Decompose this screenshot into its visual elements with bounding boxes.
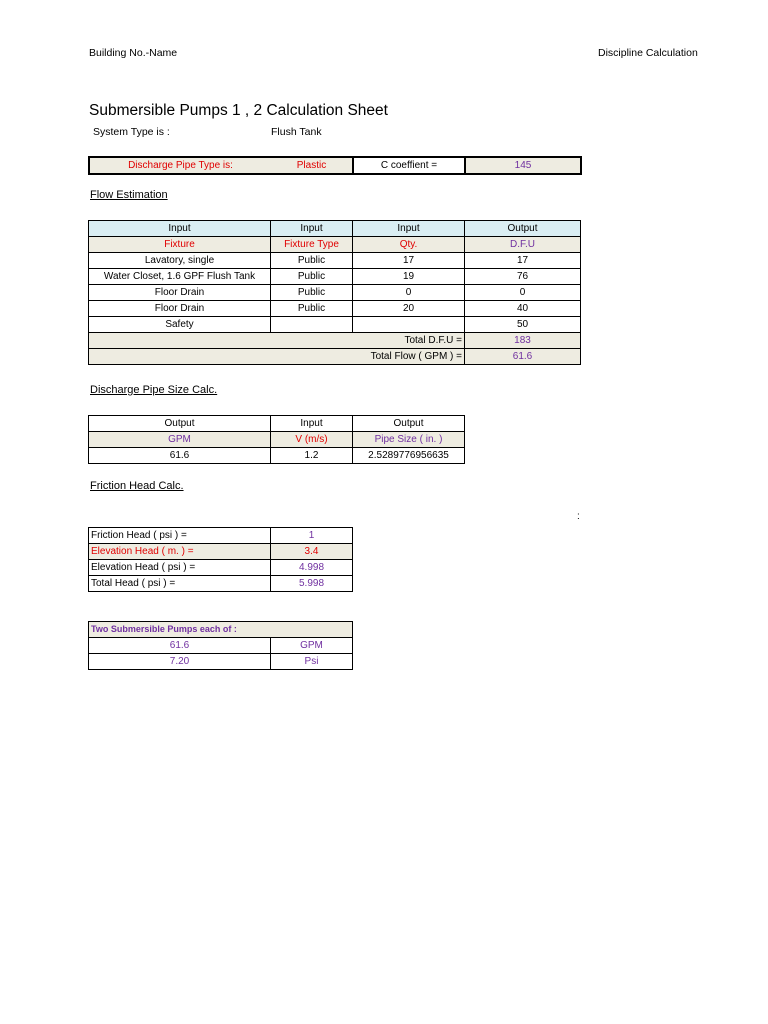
pipe-subheader-cell: Pipe Size ( in. ) xyxy=(353,432,465,448)
friction-head-table xyxy=(88,527,353,592)
dfu-cell: 40 xyxy=(465,301,581,317)
elevation-head-psi-value: 4.998 xyxy=(271,560,353,576)
fixture-type-cell: Public xyxy=(271,301,353,317)
page-title: Submersible Pumps 1 , 2 Calculation Sheet xyxy=(89,102,388,119)
pipe-subheader-row xyxy=(89,432,465,448)
fixture-cell: Safety xyxy=(89,317,271,333)
table-row xyxy=(89,448,465,464)
pump-head-value: 7.20 xyxy=(89,654,271,670)
c-coefficient-label: C coeffient = xyxy=(353,157,465,174)
flow-header-cell: Input xyxy=(271,221,353,237)
table-row xyxy=(89,528,353,544)
total-dfu-label: Total D.F.U = xyxy=(89,333,465,349)
flow-subheader-cell: Qty. xyxy=(353,237,465,253)
table-row xyxy=(89,576,353,592)
total-dfu-value: 183 xyxy=(465,333,581,349)
qty-cell: 20 xyxy=(353,301,465,317)
dfu-cell: 50 xyxy=(465,317,581,333)
table-row xyxy=(89,317,581,333)
friction-head-label: Friction Head ( psi ) = xyxy=(89,528,271,544)
dfu-cell: 76 xyxy=(465,269,581,285)
fixture-cell: Floor Drain xyxy=(89,301,271,317)
pipe-header-cell: Output xyxy=(89,416,271,432)
pipe-header-cell: Input xyxy=(271,416,353,432)
flow-subheader-cell: Fixture xyxy=(89,237,271,253)
table-row xyxy=(89,269,581,285)
table-row xyxy=(89,560,353,576)
elevation-head-m-value: 3.4 xyxy=(271,544,353,560)
elevation-head-m-label: Elevation Head ( m. ) = xyxy=(89,544,271,560)
velocity-cell: 1.2 xyxy=(271,448,353,464)
qty-cell: 17 xyxy=(353,253,465,269)
flow-subheader-cell: D.F.U xyxy=(465,237,581,253)
flow-header-cell: Input xyxy=(353,221,465,237)
pumps-heading-row xyxy=(89,622,353,638)
discharge-type-table xyxy=(88,156,582,175)
total-flow-row xyxy=(89,349,581,365)
gpm-cell: 61.6 xyxy=(89,448,271,464)
stray-colon: : xyxy=(577,511,580,522)
pump-head-unit: Psi xyxy=(271,654,353,670)
system-type-label: System Type is : xyxy=(93,126,170,138)
qty-cell: 19 xyxy=(353,269,465,285)
flow-estimation-heading: Flow Estimation xyxy=(90,189,168,201)
table-row xyxy=(89,544,353,560)
table-row xyxy=(89,638,353,654)
fixture-cell: Lavatory, single xyxy=(89,253,271,269)
system-type-value: Flush Tank xyxy=(271,126,322,138)
qty-cell xyxy=(353,317,465,333)
total-flow-label: Total Flow ( GPM ) = xyxy=(89,349,465,365)
fixture-type-cell: Public xyxy=(271,285,353,301)
total-dfu-row xyxy=(89,333,581,349)
pipe-subheader-cell: V (m/s) xyxy=(271,432,353,448)
fixture-type-cell xyxy=(271,317,353,333)
pipe-size-heading: Discharge Pipe Size Calc. xyxy=(90,384,218,396)
flow-header-cell: Input xyxy=(89,221,271,237)
pipe-header-cell: Output xyxy=(353,416,465,432)
total-flow-value: 61.6 xyxy=(465,349,581,365)
discharge-type-value: Plastic xyxy=(271,157,353,174)
friction-head-value: 1 xyxy=(271,528,353,544)
table-row xyxy=(89,253,581,269)
header-discipline: Discipline Calculation xyxy=(598,47,698,59)
flow-header-cell: Output xyxy=(465,221,581,237)
fixture-cell: Water Closet, 1.6 GPF Flush Tank xyxy=(89,269,271,285)
elevation-head-psi-label: Elevation Head ( psi ) = xyxy=(89,560,271,576)
c-coefficient-value: 145 xyxy=(465,157,581,174)
flow-estimation-table xyxy=(88,220,581,365)
table-row xyxy=(89,301,581,317)
flow-subheader-row xyxy=(89,237,581,253)
friction-head-heading: Friction Head Calc. xyxy=(90,480,184,492)
fixture-type-cell: Public xyxy=(271,253,353,269)
qty-cell: 0 xyxy=(353,285,465,301)
pumps-heading: Two Submersible Pumps each of : xyxy=(89,622,353,638)
table-row xyxy=(89,654,353,670)
pump-flow-unit: GPM xyxy=(271,638,353,654)
pipe-size-table xyxy=(88,415,465,464)
fixture-type-cell: Public xyxy=(271,269,353,285)
flow-header-row xyxy=(89,221,581,237)
pumps-summary-table xyxy=(88,621,353,670)
flow-subheader-cell: Fixture Type xyxy=(271,237,353,253)
header-building-name: Building No.-Name xyxy=(89,47,178,59)
pipe-header-row xyxy=(89,416,465,432)
dfu-cell: 0 xyxy=(465,285,581,301)
pump-flow-value: 61.6 xyxy=(89,638,271,654)
total-head-label: Total Head ( psi ) = xyxy=(89,576,271,592)
discharge-type-label: Discharge Pipe Type is: xyxy=(89,157,271,174)
pipe-subheader-cell: GPM xyxy=(89,432,271,448)
pipe-size-cell: 2.5289776956635 xyxy=(353,448,465,464)
table-row xyxy=(89,285,581,301)
discharge-type-row xyxy=(89,157,581,174)
dfu-cell: 17 xyxy=(465,253,581,269)
total-head-value: 5.998 xyxy=(271,576,353,592)
fixture-cell: Floor Drain xyxy=(89,285,271,301)
